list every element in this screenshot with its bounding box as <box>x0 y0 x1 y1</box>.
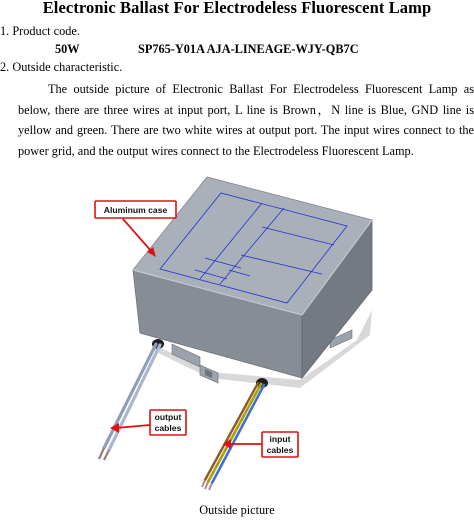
product-code: SP765-Y01A AJA-LINEAGE-WJY-QB7C <box>138 42 359 56</box>
input-cables-label-line1: input <box>269 434 291 444</box>
section-2-text: Outside characteristic. <box>12 60 123 74</box>
section-2-number: 2. <box>0 60 10 74</box>
input-cables-label-line2: cables <box>266 445 294 455</box>
aluminum-case-label: Aluminum case <box>103 205 168 215</box>
document-title: Electronic Ballast For Electrodeless Fluorescent Lamp <box>42 0 432 17</box>
output-cables-label-line2: cables <box>154 423 182 433</box>
product-power: 50W <box>55 42 80 56</box>
description-text: The outside picture of Electronic Ballast For Electrodeless Fluorescent Lamp as below, there are three wires at input port, L line is Brown，N line is Blue, GND line is yellow and green. There are two white wires at output port. The input wires connect to the power grid, and the output wires connect to the Electrodeless Fluorescent Lamp. <box>18 82 474 158</box>
section-1-text: Product code. <box>12 24 80 38</box>
output-cables <box>99 344 160 460</box>
figure-caption: Outside picture <box>199 503 275 517</box>
output-cables-label-line1: output <box>154 412 182 422</box>
input-cables <box>202 383 264 490</box>
section-1-number: 1. <box>0 24 10 38</box>
